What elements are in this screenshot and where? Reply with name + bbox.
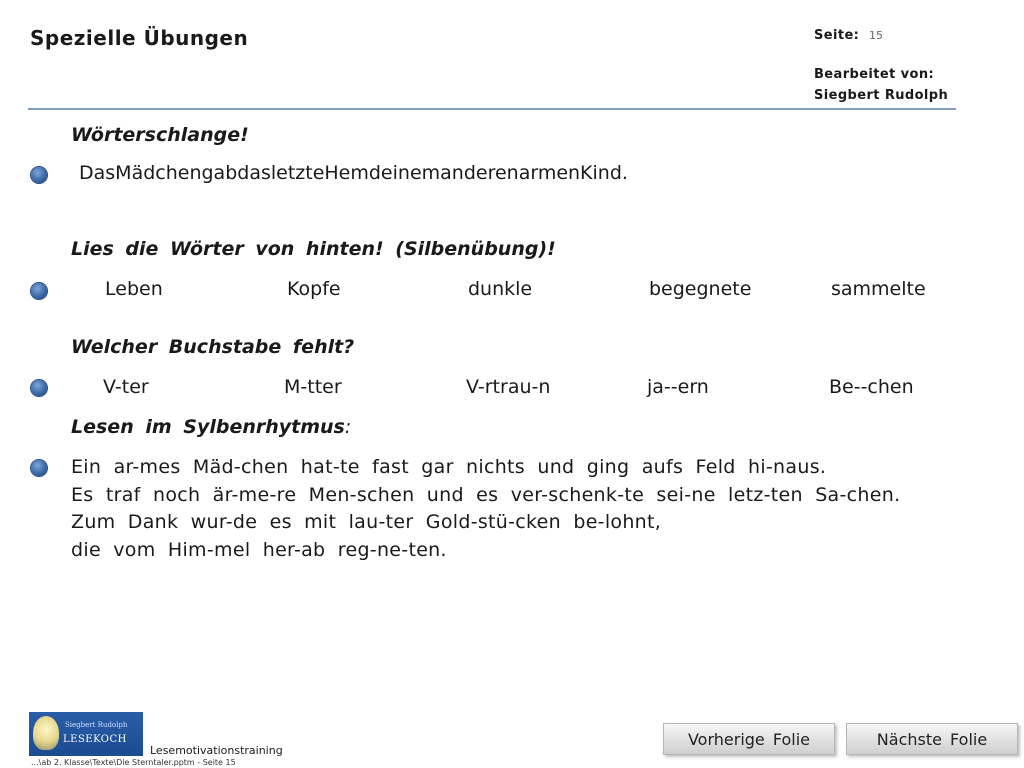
lightbulb-logo-icon xyxy=(33,716,59,750)
edited-by-label: Bearbeitet von: xyxy=(814,67,935,82)
missing-word: ja--ern xyxy=(647,376,709,398)
previous-slide-button[interactable]: Vorherige Folie xyxy=(663,723,835,755)
backwards-word: dunkle xyxy=(468,278,533,300)
app-name: Lesemotivationstraining xyxy=(150,744,283,757)
next-slide-button[interactable]: Nächste Folie xyxy=(846,723,1018,755)
backwards-heading: Lies die Wörter von hinten! (Silbenübung)! xyxy=(71,238,556,260)
rhythm-line: Es traf noch är-me-re Men-schen und es ver-schenk-te sei-ne letz-ten Sa-chen. xyxy=(71,483,901,506)
backwards-word: Kopfe xyxy=(287,278,341,300)
missing-heading: Welcher Buchstabe fehlt? xyxy=(71,336,355,358)
snake-text: DasMädchengabdasletzteHemdeinemanderenarmenKind. xyxy=(79,162,628,184)
page-label: Seite: xyxy=(814,28,860,43)
missing-word: M-tter xyxy=(284,376,342,398)
backwards-word: sammelte xyxy=(831,278,926,300)
blue-bullet-icon xyxy=(31,380,47,396)
rhythm-line: Ein ar-mes Mäd-chen hat-te fast gar nichts und ging aufs Feld hi-naus. xyxy=(71,456,827,478)
rhythm-text xyxy=(71,454,971,564)
header-divider xyxy=(28,108,956,110)
lesekoch-logo xyxy=(29,712,143,756)
rhythm-heading-text: Lesen im Sylbenrhytmus xyxy=(71,416,345,438)
edited-by-name: Siegbert Rudolph xyxy=(814,88,949,103)
rhythm-line: Zum Dank wur-de es mit lau-ter Gold-stü-cken be-lohnt, xyxy=(71,511,662,533)
rhythm-heading-colon: : xyxy=(344,416,352,438)
file-path: ...\ab 2. Klasse\Texte\Die Sterntaler.pptm - Seite 15 xyxy=(31,758,236,767)
logo-author: Siegbert Rudolph xyxy=(65,721,128,729)
missing-word: Be--chen xyxy=(829,376,914,398)
logo-brand: LESEKOCH xyxy=(63,734,127,745)
rhythm-heading xyxy=(71,416,351,438)
snake-heading: Wörterschlange! xyxy=(71,124,249,146)
backwards-word: begegnete xyxy=(649,278,752,300)
page-title: Spezielle Übungen xyxy=(30,26,249,50)
blue-bullet-icon xyxy=(31,167,47,183)
blue-bullet-icon xyxy=(31,283,47,299)
page-number: 15 xyxy=(869,29,883,42)
missing-word: V-rtrau-n xyxy=(466,376,551,398)
rhythm-line: die vom Him-mel her-ab reg-ne-ten. xyxy=(71,538,447,561)
backwards-word: Leben xyxy=(105,278,163,300)
missing-word: V-ter xyxy=(103,376,149,398)
blue-bullet-icon xyxy=(31,460,47,476)
